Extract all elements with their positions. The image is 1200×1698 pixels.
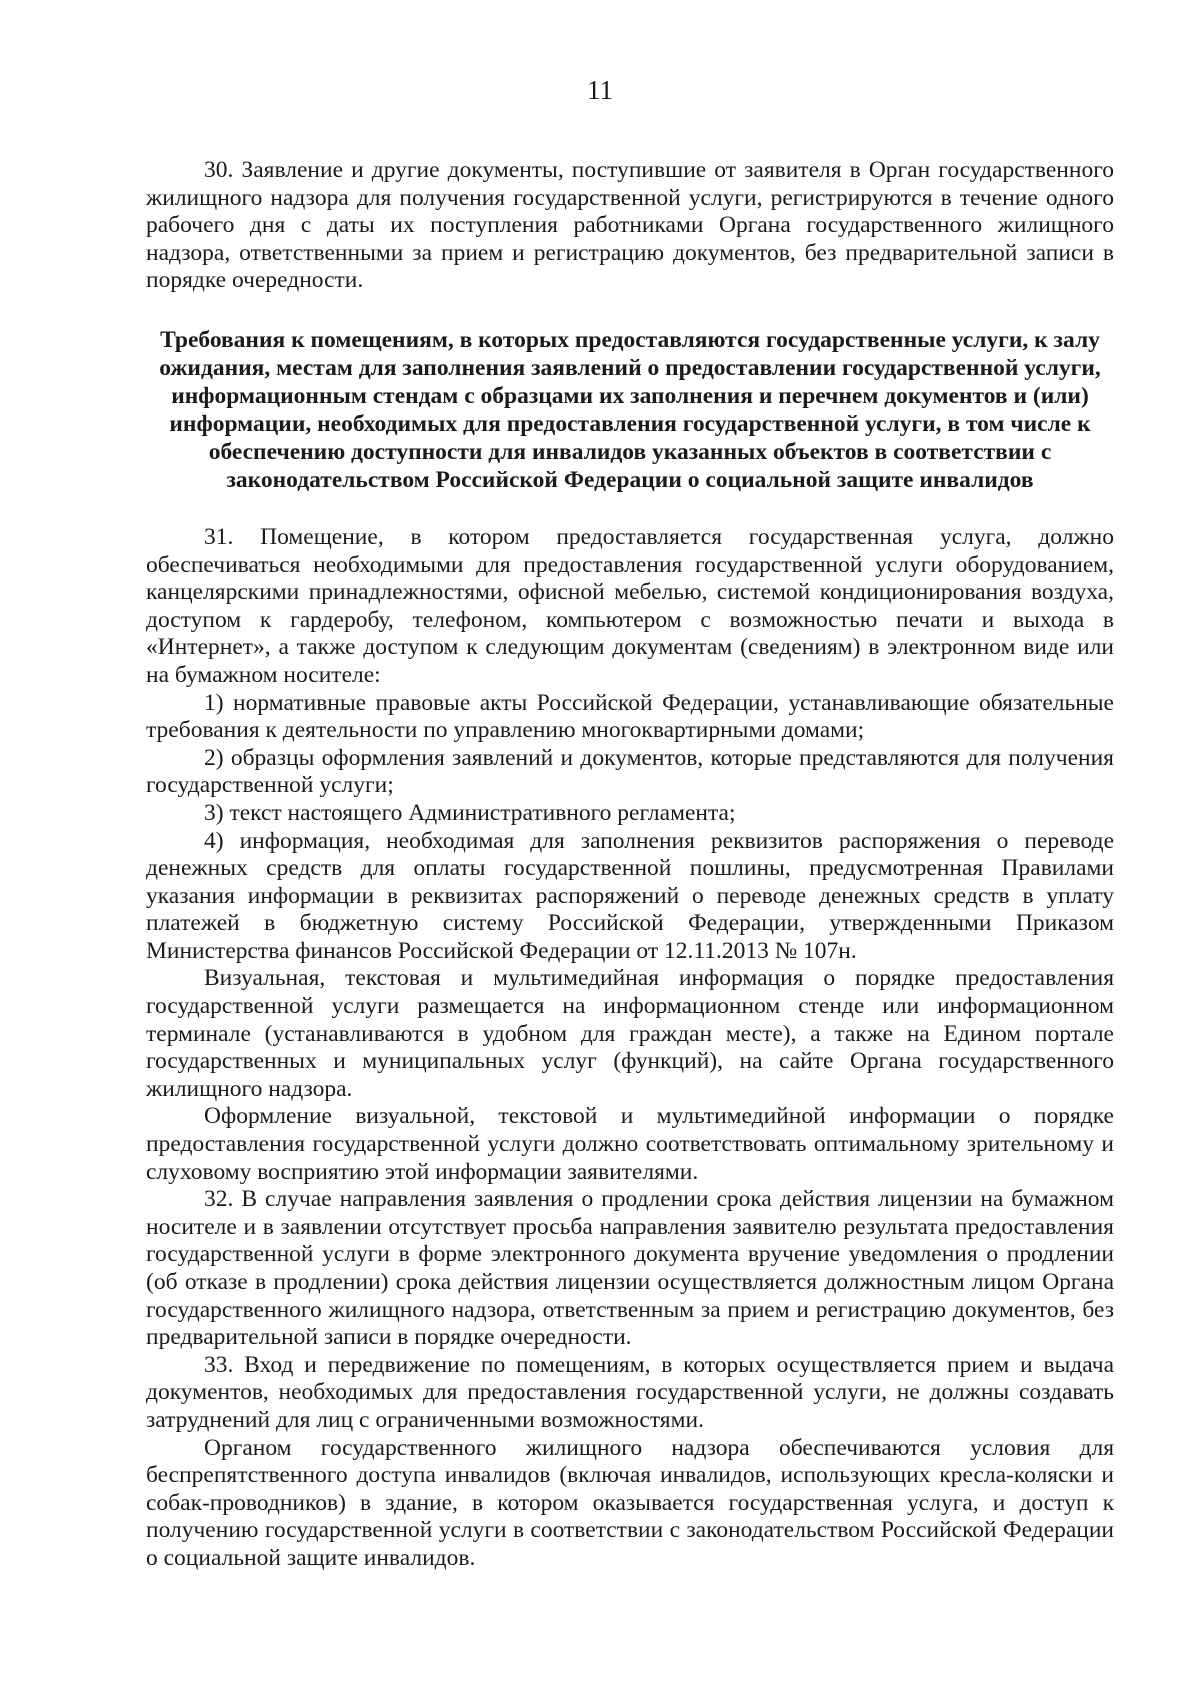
list-item-3: 3) текст настоящего Административного регламента;	[204, 799, 736, 826]
paragraph-accessibility: Органом государственного жилищного надзора обеспечиваются условия для беспрепятственного доступа инвалидов (включая инвалидов, использующих кресла-коляски и собак-проводников) в здание, в котором оказывается государственная услуга, и доступ к получению государственной услуги в соответствии с законодательством Российской Федерации о социальной защите инвалидов.	[146, 1434, 1114, 1571]
paragraph-31: 31. Помещение, в котором предоставляется государственная услуга, должно обеспечиваться необходимыми для предоставления государственной услуги оборудованием, канцелярскими принадлежностями, офисной мебелью, системой кондиционирования воздуха, доступом к гардеробу, телефоном, компьютером с возможностью печати и выхода в «Интернет», а также доступом к следующим документам (сведениям) в электронном виде или на бумажном носителе:	[146, 523, 1114, 688]
paragraph-33: 33. Вход и передвижение по помещениям, в которых осуществляется прием и выдача документов, необходимых для предоставления государственной услуги, не должны создавать затруднений для лиц с ограниченными возможностями.	[146, 1351, 1114, 1433]
list-item-2: 2) образцы оформления заявлений и документов, которые представляются для получения государственной услуги;	[146, 744, 1114, 799]
list-item-1: 1) нормативные правовые акты Российской Федерации, устанавливающие обязательные требования к деятельности по управлению многоквартирными домами;	[146, 689, 1114, 744]
document-body	[146, 157, 1114, 1573]
page-number: 11	[587, 75, 613, 105]
paragraph-32: 32. В случае направления заявления о продлении срока действия лицензии на бумажном носителе и в заявлении отсутствует просьба направления заявителю результата предоставления государственной услуги в форме электронного документа вручение уведомления о продлении (об отказе в продлении) срока действия лицензии осуществляется должностным лицом Органа государственного жилищного надзора, ответственным за прием и регистрацию документов, без предварительной записи в порядке очередности.	[146, 1186, 1114, 1351]
paragraph-30: 30. Заявление и другие документы, поступившие от заявителя в Орган государственного жилищного надзора для получения государственной услуги, регистрируются в течение одного рабочего дня с даты их поступления работниками Органа государственного жилищного надзора, ответственными за прием и регистрацию документов, без предварительной записи в порядке очередности.	[146, 157, 1114, 294]
paragraph-visual-info: Визуальная, текстовая и мультимедийная информация о порядке предоставления государственной услуги размещается на информационном стенде или информационном терминале (устанавливаются в удобном для граждан месте), а также на Едином портале государственных и муниципальных услуг (функций), на сайте Органа государственного жилищного надзора.	[146, 965, 1114, 1102]
section-heading: Требования к помещениям, в которых предоставляются государственные услуги, к залу ожидания, местам для заполнения заявлений о предоставлении государственной услуги, информационным стендам с образцами их заполнения и перечнем документов и (или) информации, необходимых для предоставления государственной услуги, в том числе к обеспечению доступности для инвалидов указанных объектов в соответствии с законодательством Российской Федерации о социальной защите инвалидов	[159, 326, 1101, 493]
paragraph-info-design: Оформление визуальной, текстовой и мультимедийной информации о порядке предоставления государственной услуги должно соответствовать оптимальному зрительному и слуховому восприятию этой информации заявителями.	[146, 1103, 1114, 1185]
list-item-4: 4) информация, необходимая для заполнения реквизитов распоряжения о переводе денежных средств для оплаты государственной пошлины, предусмотренная Правилами указания информации в реквизитах распоряжений о переводе денежных средств в уплату платежей в бюджетную систему Российской Федерации, утвержденными Приказом Министерства финансов Российской Федерации от 12.11.2013 № 107н.	[146, 827, 1114, 964]
